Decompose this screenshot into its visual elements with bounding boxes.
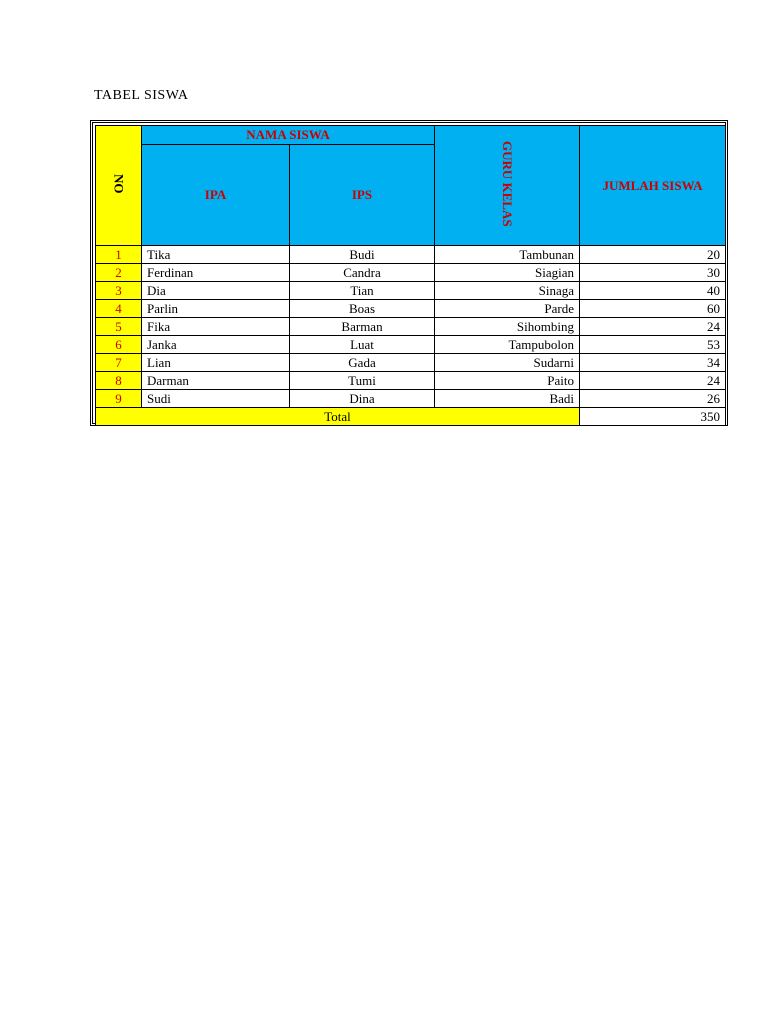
header-guru-kelas: [435, 126, 580, 246]
cell-ipa: Tika: [142, 246, 290, 264]
cell-guru: Paito: [435, 372, 580, 390]
student-table: [95, 125, 726, 426]
cell-ipa: Lian: [142, 354, 290, 372]
cell-guru: Parde: [435, 300, 580, 318]
cell-jumlah: 60: [580, 300, 726, 318]
cell-ipa: Parlin: [142, 300, 290, 318]
cell-no: 9: [96, 390, 142, 408]
table-row: [96, 282, 726, 300]
cell-guru: Tampubolon: [435, 336, 580, 354]
header-no: [96, 126, 142, 246]
header-ips: IPS: [290, 145, 435, 246]
cell-guru: Siagian: [435, 264, 580, 282]
cell-ips: Budi: [290, 246, 435, 264]
cell-no: 6: [96, 336, 142, 354]
total-label: Total: [96, 408, 580, 426]
table-row: [96, 246, 726, 264]
header-guru-kelas-label: GURU KELAS: [500, 140, 515, 227]
cell-jumlah: 34: [580, 354, 726, 372]
table-row: [96, 264, 726, 282]
cell-jumlah: 30: [580, 264, 726, 282]
cell-guru: Badi: [435, 390, 580, 408]
cell-ipa: Dia: [142, 282, 290, 300]
cell-ips: Tumi: [290, 372, 435, 390]
cell-no: 5: [96, 318, 142, 336]
cell-no: 2: [96, 264, 142, 282]
cell-guru: Sinaga: [435, 282, 580, 300]
header-nama-siswa: NAMA SISWA: [142, 126, 435, 145]
cell-ips: Barman: [290, 318, 435, 336]
table-row: [96, 354, 726, 372]
cell-no: 1: [96, 246, 142, 264]
header-ipa: IPA: [142, 145, 290, 246]
table-row: [96, 318, 726, 336]
table-row: [96, 372, 726, 390]
cell-jumlah: 40: [580, 282, 726, 300]
table-row: [96, 336, 726, 354]
total-value: 350: [580, 408, 726, 426]
cell-ips: Gada: [290, 354, 435, 372]
cell-jumlah: 24: [580, 318, 726, 336]
table-row: [96, 300, 726, 318]
cell-guru: Sihombing: [435, 318, 580, 336]
total-row: [96, 408, 726, 426]
cell-jumlah: 26: [580, 390, 726, 408]
cell-no: 4: [96, 300, 142, 318]
cell-no: 7: [96, 354, 142, 372]
cell-ipa: Darman: [142, 372, 290, 390]
table-body: [96, 246, 726, 426]
table-header: [96, 126, 726, 246]
student-table-frame: [90, 120, 728, 426]
cell-ips: Boas: [290, 300, 435, 318]
cell-ipa: Janka: [142, 336, 290, 354]
cell-guru: Sudarni: [435, 354, 580, 372]
header-no-label: NO: [111, 173, 127, 194]
cell-jumlah: 20: [580, 246, 726, 264]
cell-no: 3: [96, 282, 142, 300]
cell-ips: Luat: [290, 336, 435, 354]
cell-ips: Dina: [290, 390, 435, 408]
cell-ips: Tian: [290, 282, 435, 300]
cell-jumlah: 53: [580, 336, 726, 354]
cell-guru: Tambunan: [435, 246, 580, 264]
cell-ips: Candra: [290, 264, 435, 282]
cell-no: 8: [96, 372, 142, 390]
table-row: [96, 390, 726, 408]
cell-ipa: Sudi: [142, 390, 290, 408]
page-title: TABEL SISWA: [94, 88, 189, 103]
cell-ipa: Fika: [142, 318, 290, 336]
header-jumlah-siswa: JUMLAH SISWA: [580, 126, 726, 246]
cell-jumlah: 24: [580, 372, 726, 390]
cell-ipa: Ferdinan: [142, 264, 290, 282]
